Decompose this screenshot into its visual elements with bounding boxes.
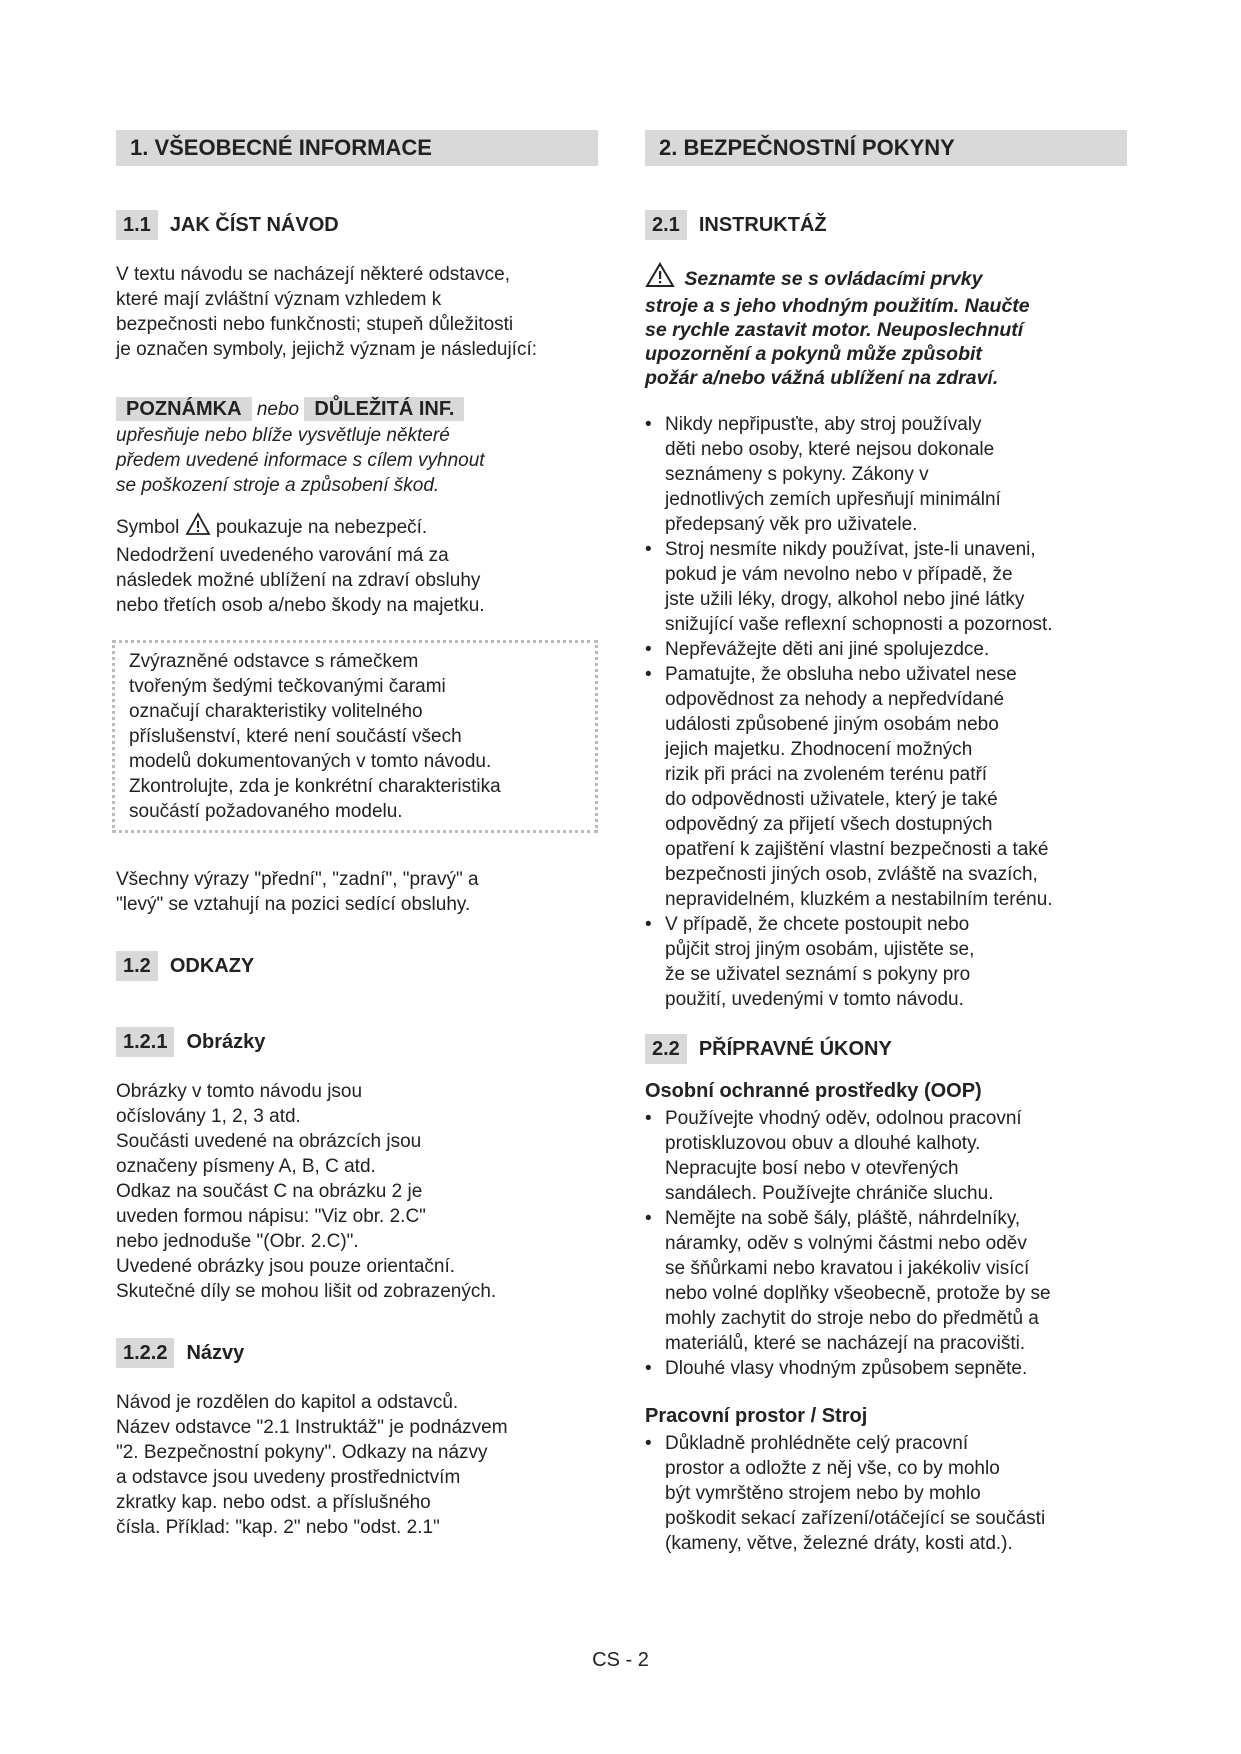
text-line: "levý" se vztahují na pozici sedící obsluhy. xyxy=(116,894,471,915)
subsection-1-2-1-heading xyxy=(116,1027,598,1057)
text-line: uveden formou nápisu: "Viz obr. 2.C" xyxy=(116,1206,426,1227)
subsection-number: 2.1 xyxy=(645,210,687,240)
oop-list xyxy=(645,1106,1127,1381)
note-tag: POZNÁMKA xyxy=(116,397,252,421)
subsection-number: 1.2 xyxy=(116,951,158,981)
subsection-1-2-2-heading xyxy=(116,1338,598,1368)
subsection-title: INSTRUKTÁŽ xyxy=(698,213,827,236)
important-tag: DŮLEŽITÁ INF. xyxy=(304,397,464,421)
safety-list xyxy=(645,412,1127,1012)
text-line: Název odstavce "2.1 Instruktáž" je podnázvem xyxy=(116,1417,508,1438)
text-line: příslušenství, které není součástí všech xyxy=(129,726,462,747)
subsection-1-2-heading xyxy=(116,951,598,981)
text-line: V textu návodu se nacházejí některé odstavce, xyxy=(116,264,510,285)
subsection-number: 1.2.1 xyxy=(116,1027,174,1057)
text-line: nebo jednoduše "(Obr. 2.C)". xyxy=(116,1231,359,1252)
warning-triangle-icon xyxy=(645,262,679,294)
text-line: nebo třetích osob a/nebo škody na majetku. xyxy=(116,595,485,616)
list-item: • Nepřevážejte děti ani jiné spolujezdce. xyxy=(645,637,1127,662)
text-line: Návod je rozdělen do kapitol a odstavců. xyxy=(116,1392,459,1413)
list-item: • Používejte vhodný oděv, odolnou pracovní protiskluzovou obuv a dlouhé kalhoty. Nepracujte bosí nebo v otevřených sandálech. Používejte chrániče sluchu. xyxy=(645,1106,1127,1206)
list-item: • Dlouhé vlasy vhodným způsobem sepněte. xyxy=(645,1356,1127,1381)
text-line: součástí požadovaného modelu. xyxy=(129,801,403,822)
text-line: modelů dokumentovaných v tomto návodu. xyxy=(129,751,492,772)
warning-triangle-icon xyxy=(185,512,211,543)
warning-line: se rychle zastavit motor. Neuposlechnutí xyxy=(645,319,1024,341)
subsection-title: JAK ČÍST NÁVOD xyxy=(169,213,339,236)
text-line: Nedodržení uvedeného varování má za xyxy=(116,545,449,566)
text-line: zkratky kap. nebo odst. a příslušného xyxy=(116,1492,431,1513)
warning-line: upozornění a pokynů může způsobit xyxy=(645,343,982,365)
subsection-number: 1.1 xyxy=(116,210,158,240)
text-line: Odkaz na součást C na obrázku 2 je xyxy=(116,1181,423,1202)
text-line: označeny písmeny A, B, C atd. xyxy=(116,1156,376,1177)
text-line: upřesňuje nebo blíže vysvětluje některé xyxy=(116,425,450,446)
subsection-2-1-heading xyxy=(645,210,1127,240)
work-area-heading: Pracovní prostor / Stroj xyxy=(645,1405,868,1427)
text-line: je označen symboly, jejichž význam je následující: xyxy=(116,339,538,360)
page-number: CS - 2 xyxy=(592,1649,649,1671)
list-item: • Pamatujte, že obsluha nebo uživatel nese odpovědnost za nehody a nepředvídané události způsobené jiným osobám nebo jejich majetku. Zhodnocení možných rizik při práci na zvoleném terénu patří do odpovědnosti uživatele, který je také odpovědný za přijetí všech dostupných opatření k zajištění vlastní bezpečnosti a také bezpečnosti jiných osob, zvláště na svazích, nepravidelném, kluzkém a nestabilním terénu. xyxy=(645,662,1127,912)
intro-paragraph xyxy=(116,262,598,362)
warning-line: požár a/nebo vážná ublížení na zdraví. xyxy=(645,367,999,389)
note-nebo: nebo xyxy=(256,399,300,420)
text-line: předem uvedené informace s cílem vyhnout xyxy=(116,450,485,471)
oop-heading: Osobní ochranné prostředky (OOP) xyxy=(645,1080,982,1102)
text-line: tvořeným šedými tečkovanými čarami xyxy=(129,676,446,697)
subsection-title: Názvy xyxy=(186,1341,245,1364)
subsection-title: PŘÍPRAVNÉ ÚKONY xyxy=(698,1037,892,1060)
list-item: • Stroj nesmíte nikdy používat, jste-li unaveni, pokud je vám nevolno nebo v případě, že jste užili léky, drogy, alkohol nebo jiné látky snižující vaše reflexní schopnosti a pozornost. xyxy=(645,537,1127,637)
section-1-heading: 1. VŠEOBECNÉ INFORMACE xyxy=(116,130,598,166)
warning-block xyxy=(645,262,1127,390)
subsection-title: ODKAZY xyxy=(169,954,255,977)
list-item: • V případě, že chcete postoupit nebo půjčit stroj jiným osobám, ujistěte se, že se uživatel seznámí s pokyny pro použití, uvedenými v tomto návodu. xyxy=(645,912,1127,1012)
text-line: čísla. Příklad: "kap. 2" nebo "odst. 2.1" xyxy=(116,1517,440,1538)
text-line: Zvýrazněné odstavce s rámečkem xyxy=(129,651,419,672)
text-line: Všechny výrazy "přední", "zadní", "pravý" a xyxy=(116,869,479,890)
work-area-list xyxy=(645,1431,1127,1556)
text-line: bezpečnosti nebo funkčnosti; stupeň důležitosti xyxy=(116,314,514,335)
subsection-1-1-heading xyxy=(116,210,598,240)
left-column xyxy=(116,130,598,1540)
symbol-paragraph xyxy=(116,512,598,618)
list-item: • Nemějte na sobě šály, pláště, náhrdelníky, náramky, oděv s volnými částmi nebo oděv se šňůrkami nebo kravatou i jakékoliv visící nebo volné doplňky všeobecně, protože by se mohly zachytit do stroje nebo do předmětů a materiálů, které se nacházejí na pracovišti. xyxy=(645,1206,1127,1356)
text-line: "2. Bezpečnostní pokyny". Odkazy na názvy xyxy=(116,1442,488,1463)
text-line: se poškození stroje a způsobení škod. xyxy=(116,475,440,496)
titles-paragraph xyxy=(116,1390,598,1540)
text-line: Uvedené obrázky jsou pouze orientační. xyxy=(116,1256,456,1277)
subsection-2-2-heading xyxy=(645,1034,1127,1064)
text-line: které mají zvláštní význam vzhledem k xyxy=(116,289,442,310)
text-line: Zkontrolujte, zda je konkrétní charakteristika xyxy=(129,776,501,797)
note-block xyxy=(116,396,598,498)
subsection-title: Obrázky xyxy=(186,1030,266,1053)
text-line: Skutečné díly se mohou lišit od zobrazených. xyxy=(116,1281,497,1302)
directions-paragraph xyxy=(116,867,598,917)
text-line: Obrázky v tomto návodu jsou xyxy=(116,1081,363,1102)
right-column xyxy=(645,130,1127,1556)
text-line: následek možné ublížení na zdraví obsluhy xyxy=(116,570,481,591)
subsection-number: 2.2 xyxy=(645,1034,687,1064)
figures-paragraph xyxy=(116,1079,598,1304)
symbol-pre: Symbol xyxy=(116,517,180,538)
list-item: • Nikdy nepřipusťte, aby stroj používaly děti nebo osoby, které nejsou dokonale seznámeny s pokyny. Zákony v jednotlivých zemích upřesňují minimální předepsaný věk pro uživatele. xyxy=(645,412,1127,537)
text-line: Součásti uvedené na obrázcích jsou xyxy=(116,1131,422,1152)
symbol-post: poukazuje na nebezpečí. xyxy=(215,517,428,538)
section-2-heading: 2. BEZPEČNOSTNÍ POKYNY xyxy=(645,130,1127,166)
text-line: očíslovány 1, 2, 3 atd. xyxy=(116,1106,301,1127)
warning-line: Seznamte se s ovládacími prvky xyxy=(684,268,983,290)
warning-line: stroje a s jeho vhodným použitím. Naučte xyxy=(645,295,1030,317)
text-line: a odstavce jsou uvedeny prostřednictvím xyxy=(116,1467,461,1488)
subsection-number: 1.2.2 xyxy=(116,1338,174,1368)
text-line: označují charakteristiky volitelného xyxy=(129,701,423,722)
optional-accessory-box xyxy=(112,640,598,833)
list-item: • Důkladně prohlédněte celý pracovní prostor a odložte z něj vše, co by mohlo být vymrštěno strojem nebo by mohlo poškodit sekací zařízení/otáčející se součásti (kameny, větve, železné dráty, kosti atd.). xyxy=(645,1431,1127,1556)
